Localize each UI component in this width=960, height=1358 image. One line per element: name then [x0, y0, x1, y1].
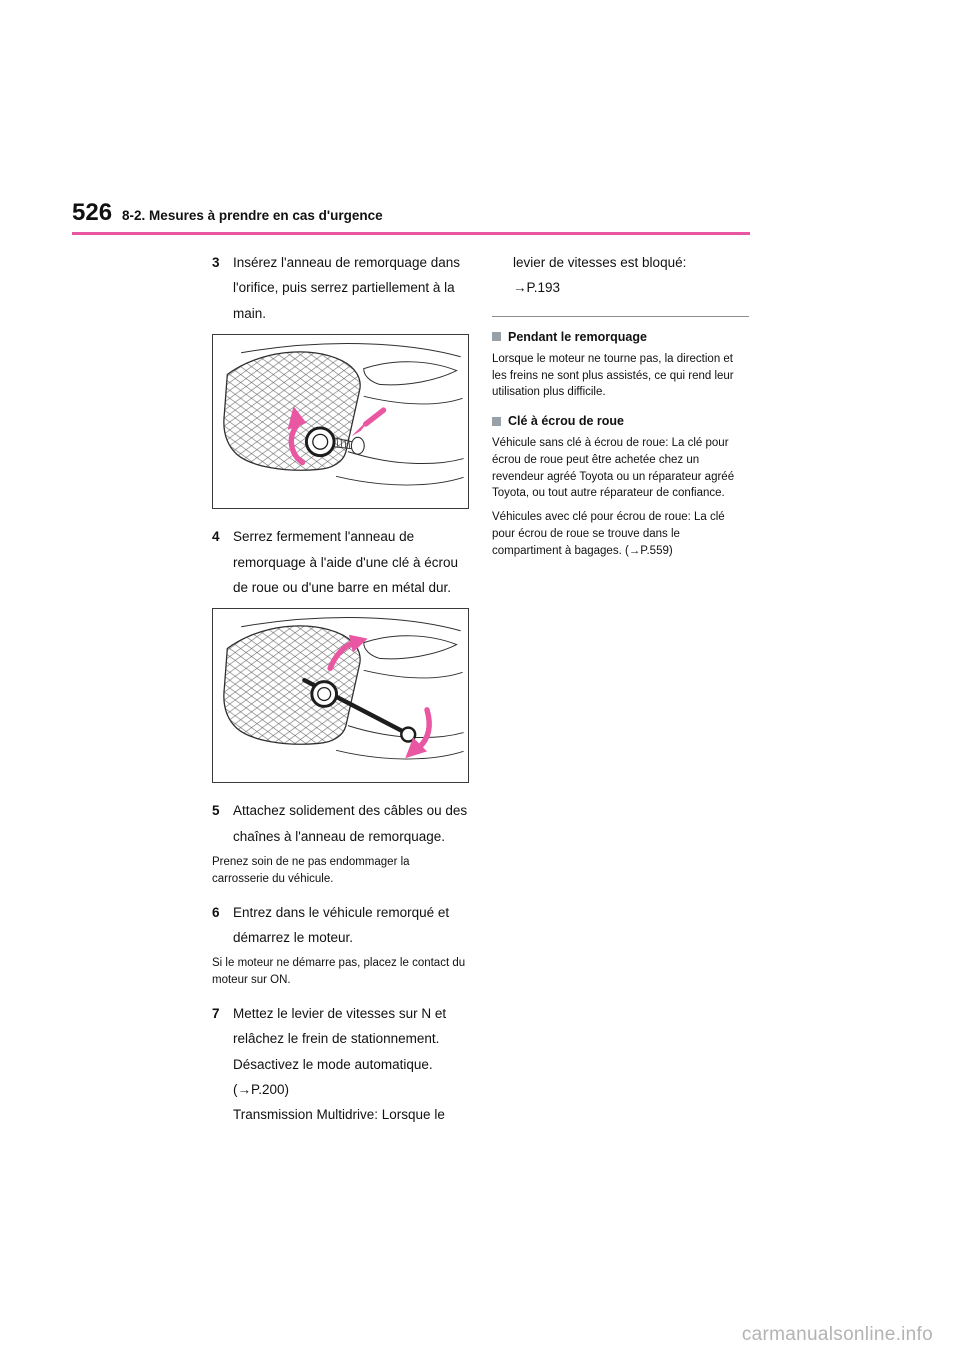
step-7-continuation: [492, 250, 749, 301]
step-7-text-2: Désactivez le mode automatique.: [233, 1056, 433, 1072]
watermark: carmanualsonline.info: [741, 1324, 933, 1345]
step-7-body: [233, 1001, 469, 1128]
step-3-body: [233, 250, 469, 326]
info-cle-a-ecrou-de-roue: [492, 414, 749, 559]
step-5-text: Attachez solidement des câbles ou des chaînes à l'anneau de remorquage.: [233, 803, 468, 844]
step-6-text: Entrez dans le véhicule remorqué et démarrez le moteur.: [233, 904, 450, 945]
grille-mesh: [213, 609, 467, 782]
step-7-number: 7: [212, 1005, 220, 1021]
square-bullet-icon: [492, 417, 501, 426]
figure-towing-eyelet-tighten: [212, 608, 469, 783]
info-body-text: Lorsque le moteur ne tourne pas, la direction et les freins ne sont plus assistés, ce qui rend leur utilisation plus difficile.: [492, 352, 734, 399]
step-6: [212, 900, 469, 951]
step-4: [212, 524, 469, 600]
square-bullet-icon: [492, 332, 501, 341]
step-6-number: 6: [212, 904, 220, 920]
info-body-paragraph-1: Véhicule sans clé à écrou de roue: La clé pour écrou de roue peut être achetée chez un revendeur agréé Toyota ou un réparateur agréé Toyota, ou tout autre réparateur de confiance.: [492, 437, 735, 500]
section-title: 8-2. Mesures à prendre en cas d'urgence: [122, 207, 383, 223]
step-5: [212, 798, 469, 849]
step-4-text: Serrez fermement l'anneau de remorquage à l'aide d'une clé à écrou de roue ou d'une barre en métal dur.: [233, 529, 459, 595]
grille-mesh: [213, 335, 467, 508]
step-5-number: 5: [212, 803, 220, 819]
continuation-text: levier de vitesses est bloqué:: [513, 255, 687, 270]
towing-eyelet-insert-illustration: [213, 335, 468, 508]
step-3: [212, 250, 469, 326]
left-column: [212, 250, 469, 1133]
step-5-body: [233, 798, 469, 849]
step-7: [212, 1001, 469, 1128]
step-7-page-ref: (→P.200): [233, 1082, 290, 1097]
info-title-row: [492, 414, 749, 428]
step-7-text-3: Transmission Multidrive: Lorsque le: [233, 1107, 445, 1123]
towing-eyelet-tighten-illustration: [213, 609, 468, 782]
step-4-body: [233, 524, 469, 600]
step-7-text-1: Mettez le levier de vitesses sur N et relâchez le frein de stationnement.: [233, 1005, 447, 1047]
info-body-paragraph-2: Véhicules avec clé pour écrou de roue: La clé pour écrou de roue se trouve dans le compartiment à bagages. (→P.559): [492, 511, 725, 557]
info-pendant-le-remorquage: [492, 330, 749, 401]
continuation-page-ref: →P.193: [513, 280, 561, 296]
insert-arrow-icon: [352, 410, 384, 436]
right-column: [492, 250, 749, 1133]
info-title-row: [492, 330, 749, 344]
step-4-number: 4: [212, 529, 220, 545]
step-5-note: Prenez soin de ne pas endommager la carrosserie du véhicule.: [212, 856, 410, 885]
info-title-text: Clé à écrou de roue: [508, 414, 625, 429]
step-3-text: Insérez l'anneau de remorquage dans l'orifice, puis serrez partiellement à la main.: [233, 255, 460, 321]
step-3-number: 3: [212, 255, 220, 270]
page-header: [72, 201, 750, 235]
section-divider: [492, 316, 749, 317]
info-title-text: Pendant le remorquage: [508, 329, 647, 344]
step-6-body: [233, 900, 469, 951]
step-6-note: Si le moteur ne démarre pas, placez le contact du moteur sur ON.: [212, 957, 466, 987]
figure-towing-eyelet-insert: [212, 334, 469, 509]
page-number: 526: [72, 199, 113, 226]
content-columns: [212, 250, 749, 1133]
